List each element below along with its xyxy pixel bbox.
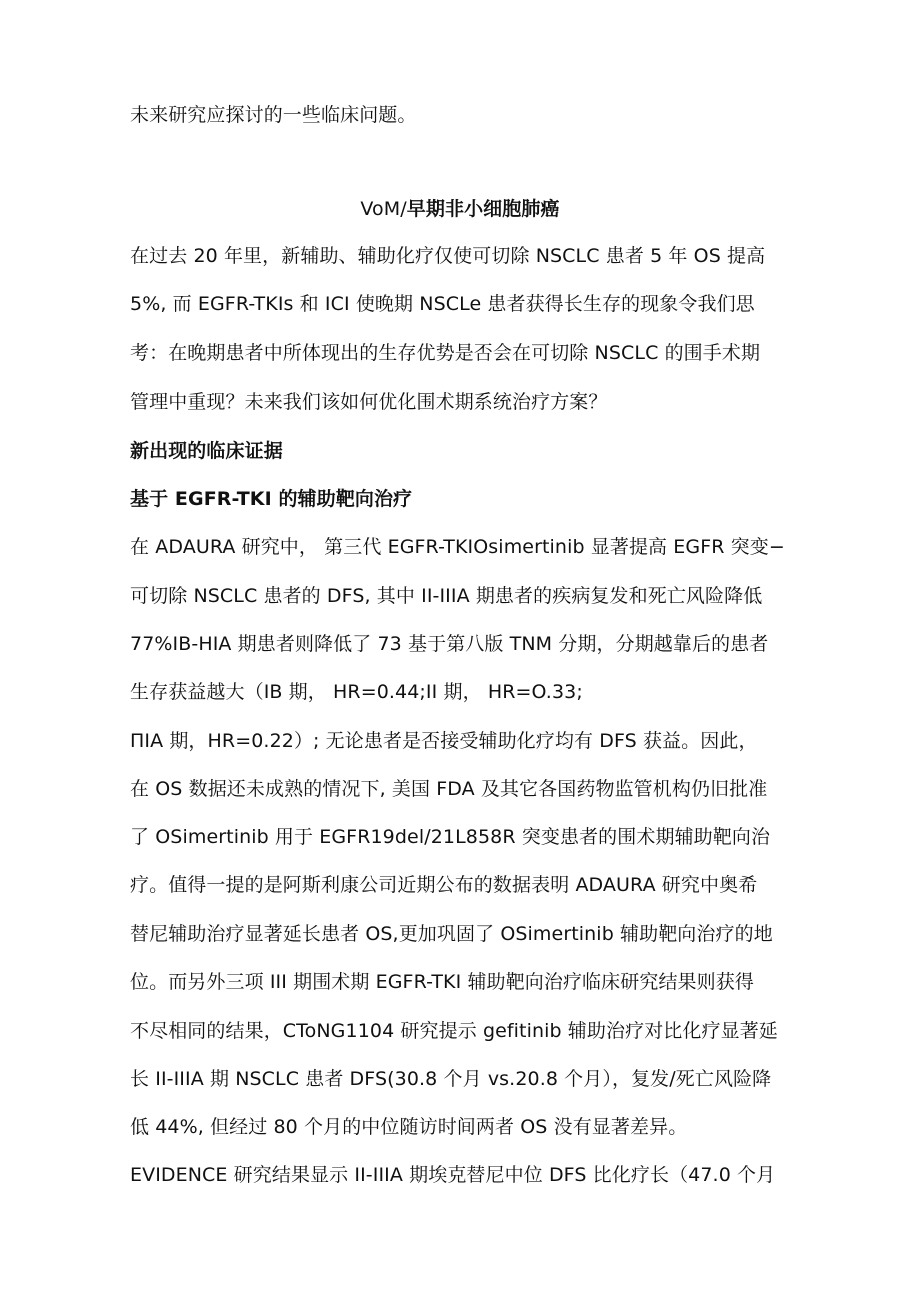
paragraph-line: 位。而另外三项 III 期围术期 EGFR-TKI 辅助靶向治疗临床研究结果则获得 <box>130 971 754 993</box>
paragraph-line: 可切除 NSCLC 患者的 DFS, 其中 II-IIIA 期患者的疾病复发和死亡风险降低 <box>130 585 763 607</box>
heading-egfr: 基于 EGFR-TKI 的辅助靶向治疗 <box>130 488 413 510</box>
paragraph-line: 5%, 而 EGFR-TKIs 和 ICI 使晚期 NSCLe 患者获得长生存的现象令我们思 <box>130 293 755 315</box>
paragraph-line: ΠIA 期，HR=0.22）; 无论患者是否接受辅助化疗均有 DFS 获益。因此， <box>130 730 758 752</box>
paragraph-line: 了 OSimertinib 用于 EGFR19del∕21L858R 突变患者的围术期辅助靶向治 <box>130 826 771 848</box>
section-title <box>0 197 920 221</box>
intro-line: 未来研究应探讨的一些临床问题。 <box>130 104 417 126</box>
paragraph-line: 在 ADAURA 研究中， 第三代 EGFR-TKIOsimertinib 显著提高 EGFR 突变− <box>130 536 785 558</box>
paragraph-line: 管理中重现？未来我们该如何优化围术期系统治疗方案？ <box>130 391 608 413</box>
paragraph-line: 替尼辅助治疗显著延长患者 OS,更加巩固了 OSimertinib 辅助靶向治疗的地 <box>130 923 773 945</box>
paragraph-line: 疗。值得一提的是阿斯利康公司近期公布的数据表明 ADAURA 研究中奥希 <box>130 874 758 896</box>
paragraph-line: 在 OS 数据还未成熟的情况下, 美国 FDA 及其它各国药物监管机构仍旧批准 <box>130 778 768 800</box>
paragraph-line: EVIDENCE 研究结果显示 II-IIIA 期埃克替尼中位 DFS 比化疗长（47.0 个月 <box>130 1164 776 1186</box>
paragraph-line: 长 II-IIIA 期 NSCLC 患者 DFS(30.8 个月 vs.20.8 个月），复发∕死亡风险降 <box>130 1068 772 1090</box>
paragraph-line: 77%IB-HIA 期患者则降低了 73 基于第八版 TNM 分期，分期越靠后的患者 <box>130 633 769 655</box>
paragraph-line: 考：在晚期患者中所体现出的生存优势是否会在可切除 NSCLC 的围手术期 <box>130 342 761 364</box>
paragraph-line: 不尽相同的结果，CToNG1104 研究提示 gefitinib 辅助治疗对比化疗显著延 <box>130 1020 778 1042</box>
section-title-text: 早期非小细胞肺癌 <box>406 198 560 220</box>
paragraph-line: 低 44%, 但经过 80 个月的中位随访时间两者 OS 没有显著差异。 <box>130 1116 688 1138</box>
paragraph-line: 在过去 20 年里，新辅助、辅助化疗仅使可切除 NSCLC 患者 5 年 OS 提高 <box>130 245 766 267</box>
heading-evidence: 新出现的临床证据 <box>130 440 283 462</box>
paragraph-line: 生存获益越大（IB 期， HR=0.44;II 期， HR=O.33; <box>130 681 583 703</box>
section-title-prefix: VoM/ <box>360 198 407 220</box>
